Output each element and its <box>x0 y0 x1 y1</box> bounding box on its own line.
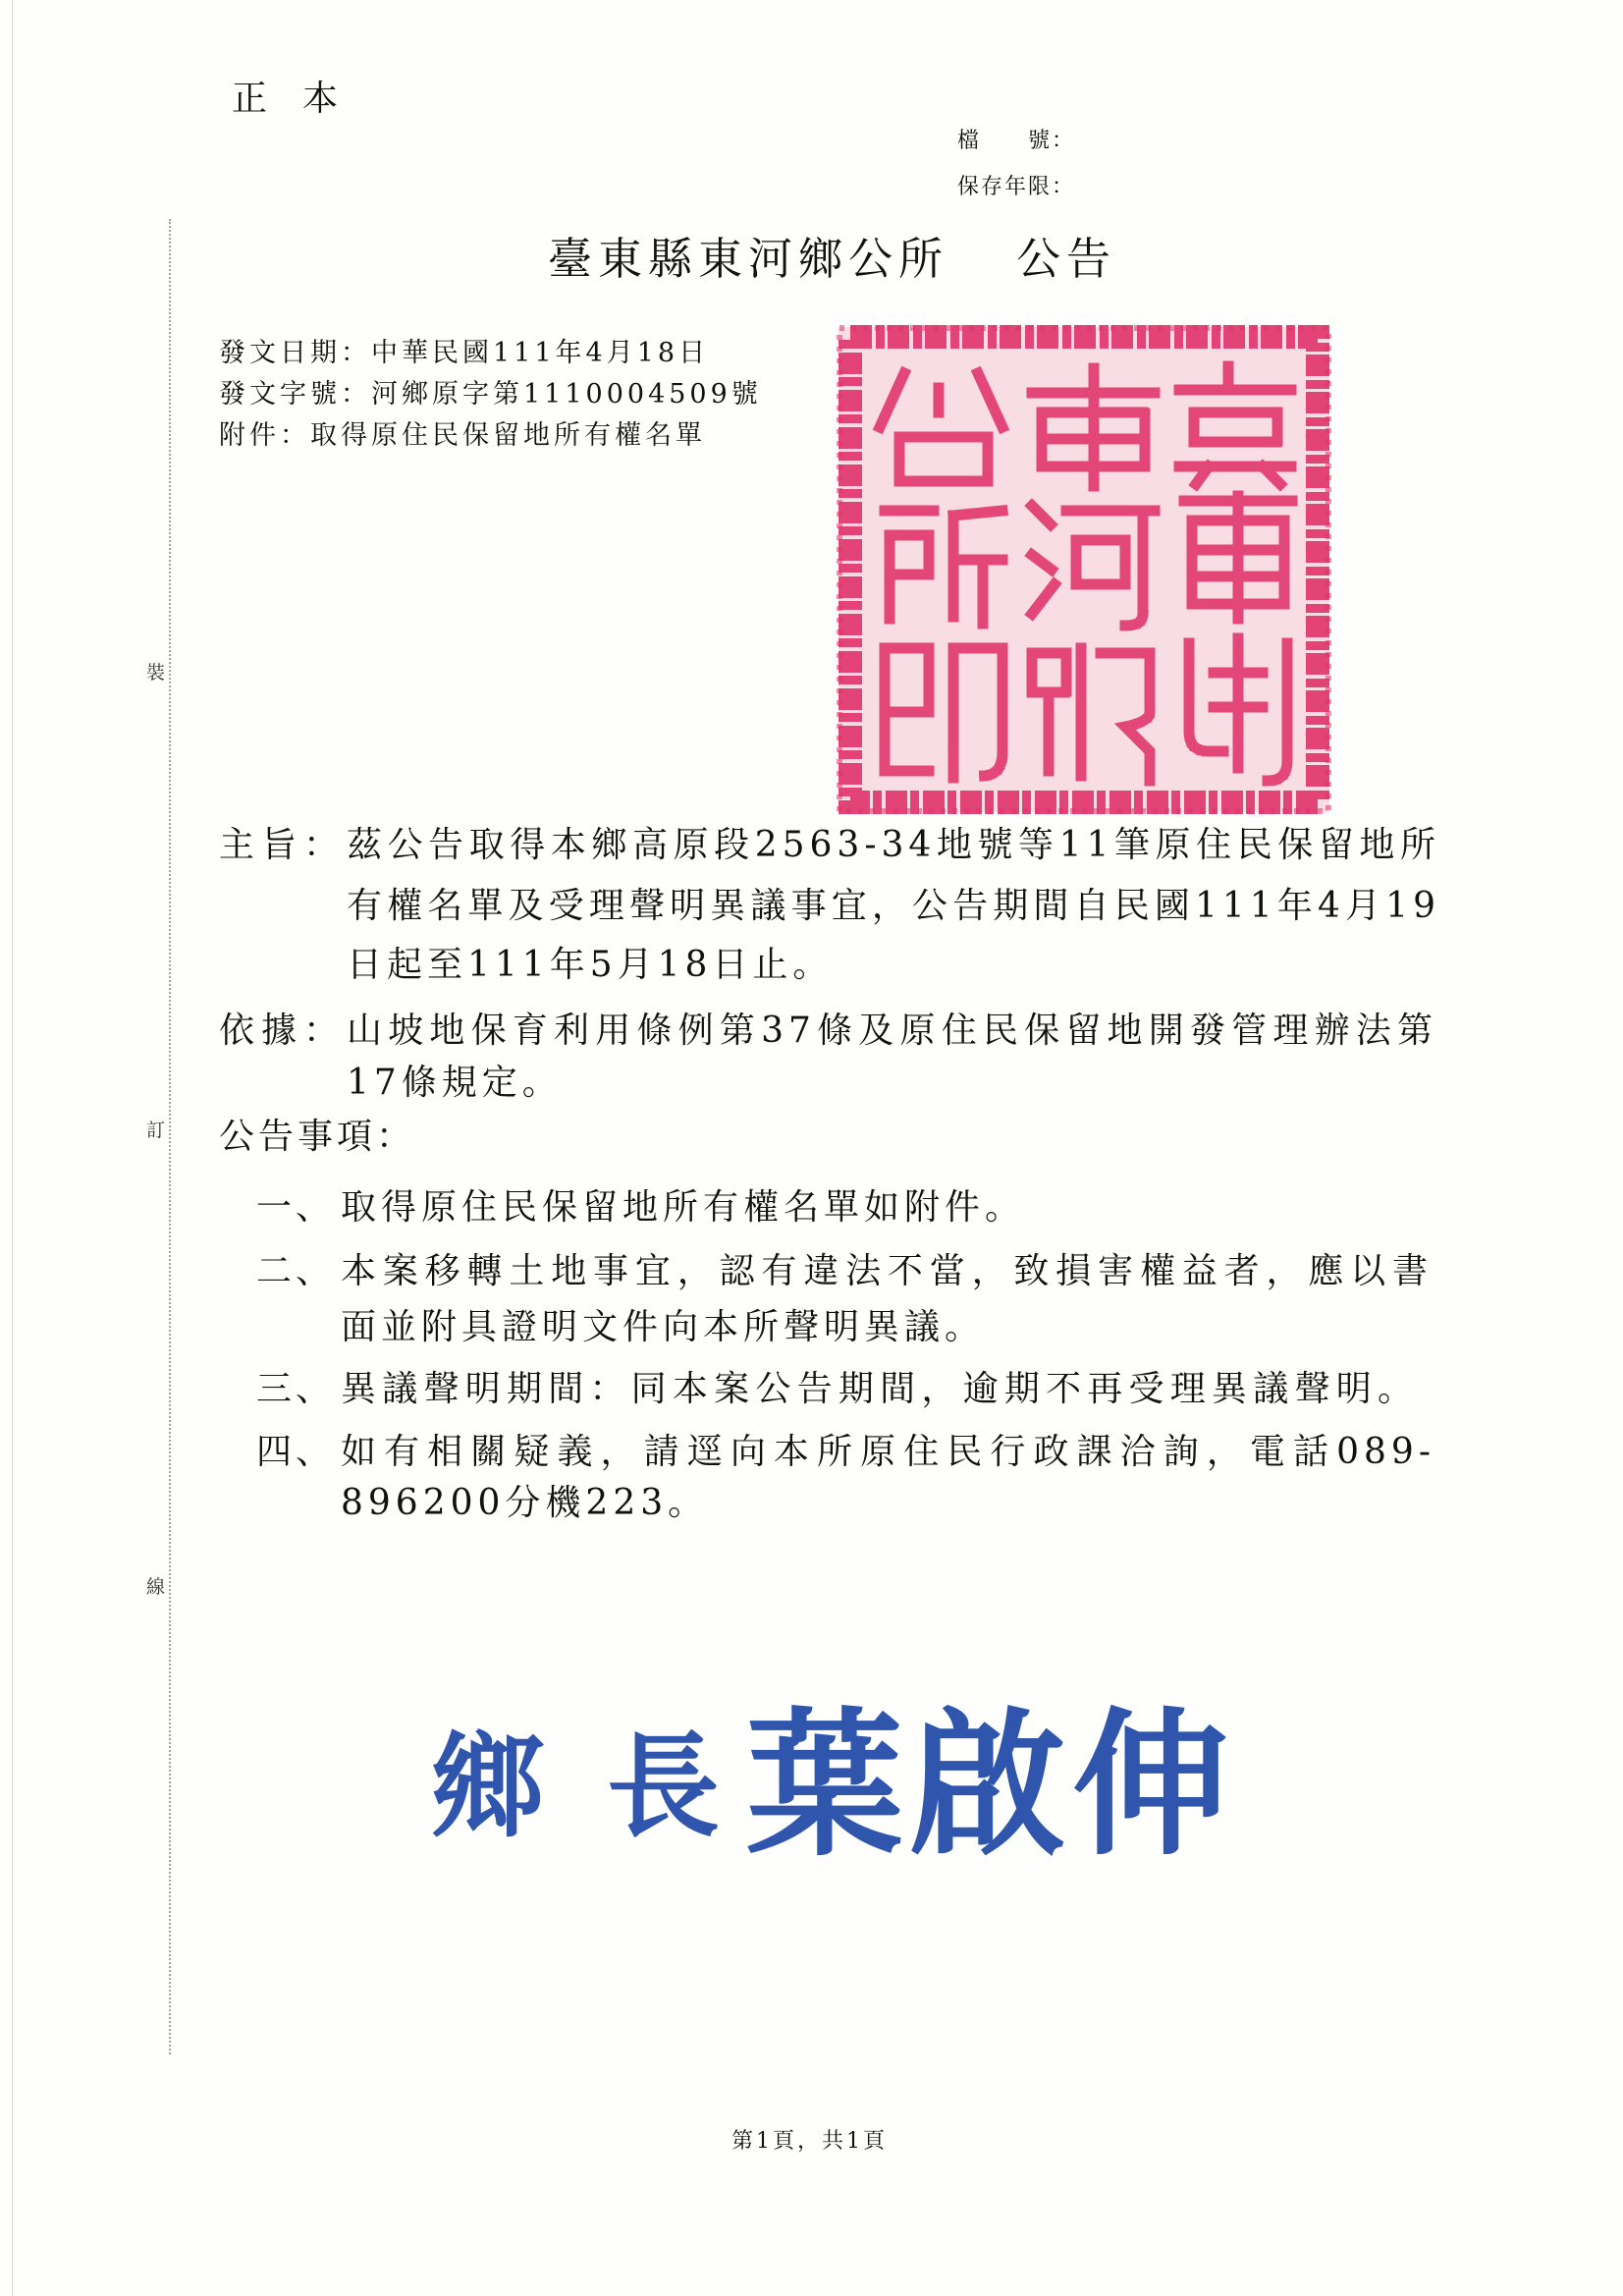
signature-title: 鄉長 <box>431 1721 784 1853</box>
meta-label: 發文日期： <box>219 338 371 368</box>
signature-name: 葉啟伸 <box>746 1692 1236 1877</box>
item-marker: 三、 <box>256 1369 336 1409</box>
title-organization: 臺東縣東河鄉公所 <box>548 233 949 285</box>
subject-line: 日起至111年5月18日止。 <box>347 945 834 985</box>
item-marker: 二、 <box>256 1251 336 1291</box>
items-heading: 公告事項： <box>219 1117 416 1157</box>
subject-label: 主旨： <box>219 825 347 865</box>
basis-line: 山坡地保育利用條例第37條及原住民保留地開發管理辦法第 <box>347 1011 1437 1051</box>
item-line: 取得原住民保留地所有權名單如附件。 <box>341 1187 1026 1228</box>
basis-label: 依據： <box>219 1011 347 1051</box>
item-line: 如有相關疑義，請逕向本所原住民行政課洽詢，電話089- <box>341 1432 1435 1472</box>
item-line: 異議聲明期間：同本案公告期間，逾期不再受理異議聲明。 <box>341 1369 1418 1409</box>
subject-line: 有權名單及受理聲明異議事宜，公告期間自民國111年4月19 <box>347 886 1440 926</box>
item-marker: 四、 <box>256 1432 336 1472</box>
meta-value: 河鄉原字第1110004509號 <box>371 379 762 410</box>
meta-value: 中華民國111年4月18日 <box>371 338 710 368</box>
binding-mark-zhuang: 裝 <box>146 662 166 683</box>
official-seal-stamp <box>831 319 1337 820</box>
meta-label: 發文字號： <box>219 379 371 410</box>
basis-line: 17條規定。 <box>347 1063 563 1103</box>
title-document-type: 公告 <box>1016 233 1117 285</box>
binding-mark-xian: 線 <box>146 1576 166 1598</box>
item-marker: 一、 <box>256 1187 336 1228</box>
copy-label: 正本 <box>232 79 374 119</box>
meta-attachment <box>219 420 706 452</box>
meta-issue-date <box>219 338 709 369</box>
meta-label: 附件： <box>219 420 310 451</box>
item-line: 本案移轉土地事宜，認有違法不當，致損害權益者，應以書 <box>341 1251 1433 1291</box>
meta-document-number <box>219 379 762 410</box>
page-number: 第1頁，共1頁 <box>731 2129 888 2154</box>
scan-edge-line <box>12 0 13 2296</box>
binding-dotted-line <box>169 219 171 2054</box>
retention-period-label: 保存年限： <box>957 175 1076 199</box>
item-line: 896200分機223。 <box>341 1483 709 1523</box>
binding-mark-ding: 訂 <box>146 1120 166 1141</box>
item-line: 面並附具證明文件向本所聲明異議。 <box>341 1307 986 1347</box>
file-number-label: 檔 號： <box>957 129 1076 153</box>
subject-line: 茲公告取得本鄉高原段2563-34地號等11筆原住民保留地所 <box>347 825 1440 865</box>
meta-value: 取得原住民保留地所有權名單 <box>310 420 706 451</box>
